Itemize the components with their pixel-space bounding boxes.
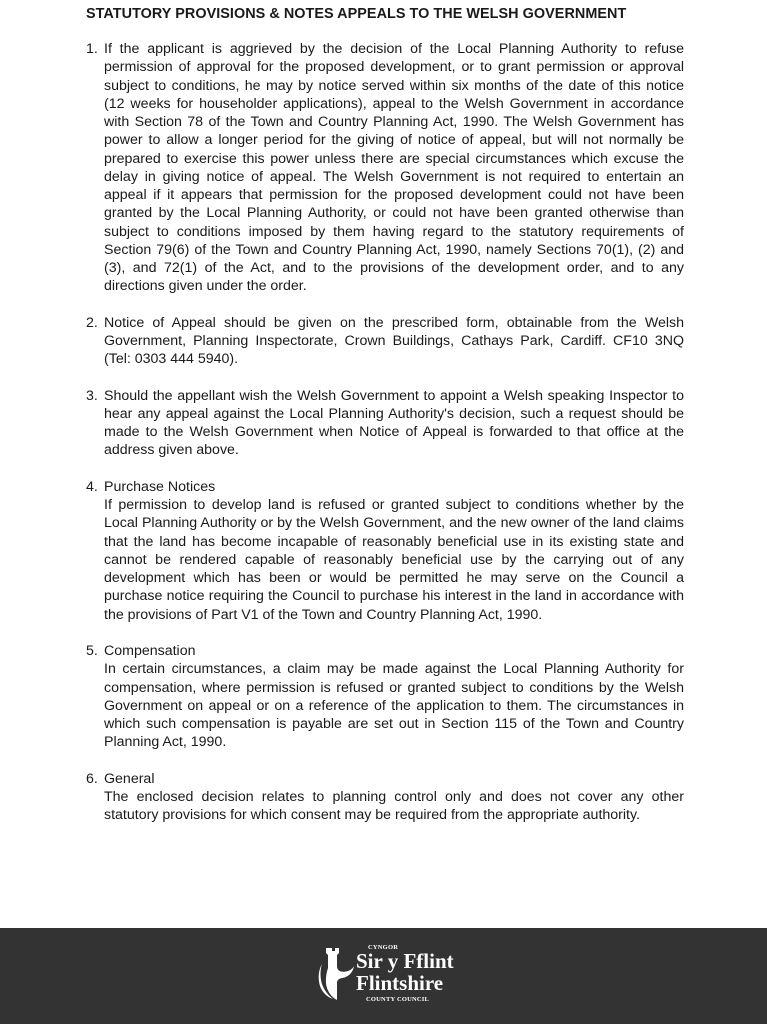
item-number: 5. xyxy=(86,643,98,659)
item-text: Notice of Appeal should be given on the prescribed form, obtainable from the Welsh Government, Planning Inspectorate, Crown Buildings, Cathays Park, Cardiff. CF10 3NQ (Tel: 0303 444 5940). xyxy=(104,314,684,368)
list-item xyxy=(86,387,684,460)
item-number: 3. xyxy=(86,387,98,404)
item-text: The enclosed decision relates to planning control only and does not cover any other statutory provisions for which consent may be required from the appropriate authority. xyxy=(104,788,684,824)
logo-english-name: Flintshire xyxy=(356,971,444,995)
provisions-list xyxy=(86,40,684,824)
item-number: 1. xyxy=(86,41,98,57)
logo-bottom-text: COUNTY COUNCIL xyxy=(366,996,430,1003)
footer-band xyxy=(0,928,767,1024)
list-item xyxy=(86,40,684,296)
item-number: 6. xyxy=(86,770,98,787)
item-heading: Purchase Notices xyxy=(104,478,216,495)
item-text: If the applicant is aggrieved by the decision of the Local Planning Authority to refuse permission of approval for the proposed development, or to grant permission or approval subject to conditions, he may by notice served within six months of the date of this notice (12 weeks for householder applications), appeal to the Welsh Government in accordance with Section 78 of the Town and Country Planning Act, 1990. The Welsh Government has power to allow a longer period for the giving of notice of appeal, but will not normally be prepared to exercise this power unless there are special circumstances which excuse the delay in giving notice of appeal. The Welsh Government is not required to entertain an appeal if it appears that permission for the proposed development could not have been granted by the Local Planning Authority, or could not have been granted otherwise than subject to conditions imposed by them having regard to the statutory requirements of Section 79(6) of the Town and Country Planning Act, 1990, namely Sections 70(1), (2) and (3), and 72(1) of the Act, and to the provisions of the development order, and to any directions given under the order. xyxy=(104,41,684,295)
item-text: In certain circumstances, a claim may be made against the Local Planning Authority for compensation, where permission is refused or granted subject to conditions by the Welsh Government on appeal or on a reference of the application to them. The circumstances in which such compensation is payable are set out in Section 115 of the Town and Country Planning Act, 1990. xyxy=(104,661,684,751)
item-text: If permission to develop land is refused or granted subject to conditions whether by the Local Planning Authority or by the Welsh Government, and the new owner of the land claims that the land has become incapable of reasonably beneficial use in its existing state and cannot be rendered capable of reasonably beneficial use by the carrying out of any development which has been or would be permitted he may serve on the Council a purchase notice requiring the Council to purchase his interest in the land in accordance with the provisions of Part V1 of the Town and Country Planning Act, 1990. xyxy=(104,497,684,623)
flintshire-logo xyxy=(318,940,468,1016)
item-text: Should the appellant wish the Welsh Government to appoint a Welsh speaking Inspector to hear any appeal against the Local Planning Authority's decision, such a request should be made to the Welsh Government when Notice of Appeal is forwarded to that office at the address given above. xyxy=(104,387,684,459)
item-number: 2. xyxy=(86,314,98,331)
logo-welsh-name: Sir y Fflint xyxy=(356,949,454,973)
logo-top-text: CYNGOR xyxy=(368,944,399,951)
document-title: STATUTORY PROVISIONS & NOTES APPEALS TO THE WELSH GOVERNMENT xyxy=(86,6,627,22)
list-item xyxy=(86,770,684,825)
item-heading: General xyxy=(104,770,155,787)
list-item xyxy=(86,642,684,752)
list-item xyxy=(86,478,684,624)
flintshire-castle-logo-icon xyxy=(318,944,354,1002)
item-heading: Compensation xyxy=(104,643,196,659)
list-item xyxy=(86,314,684,369)
item-number: 4. xyxy=(86,478,98,495)
